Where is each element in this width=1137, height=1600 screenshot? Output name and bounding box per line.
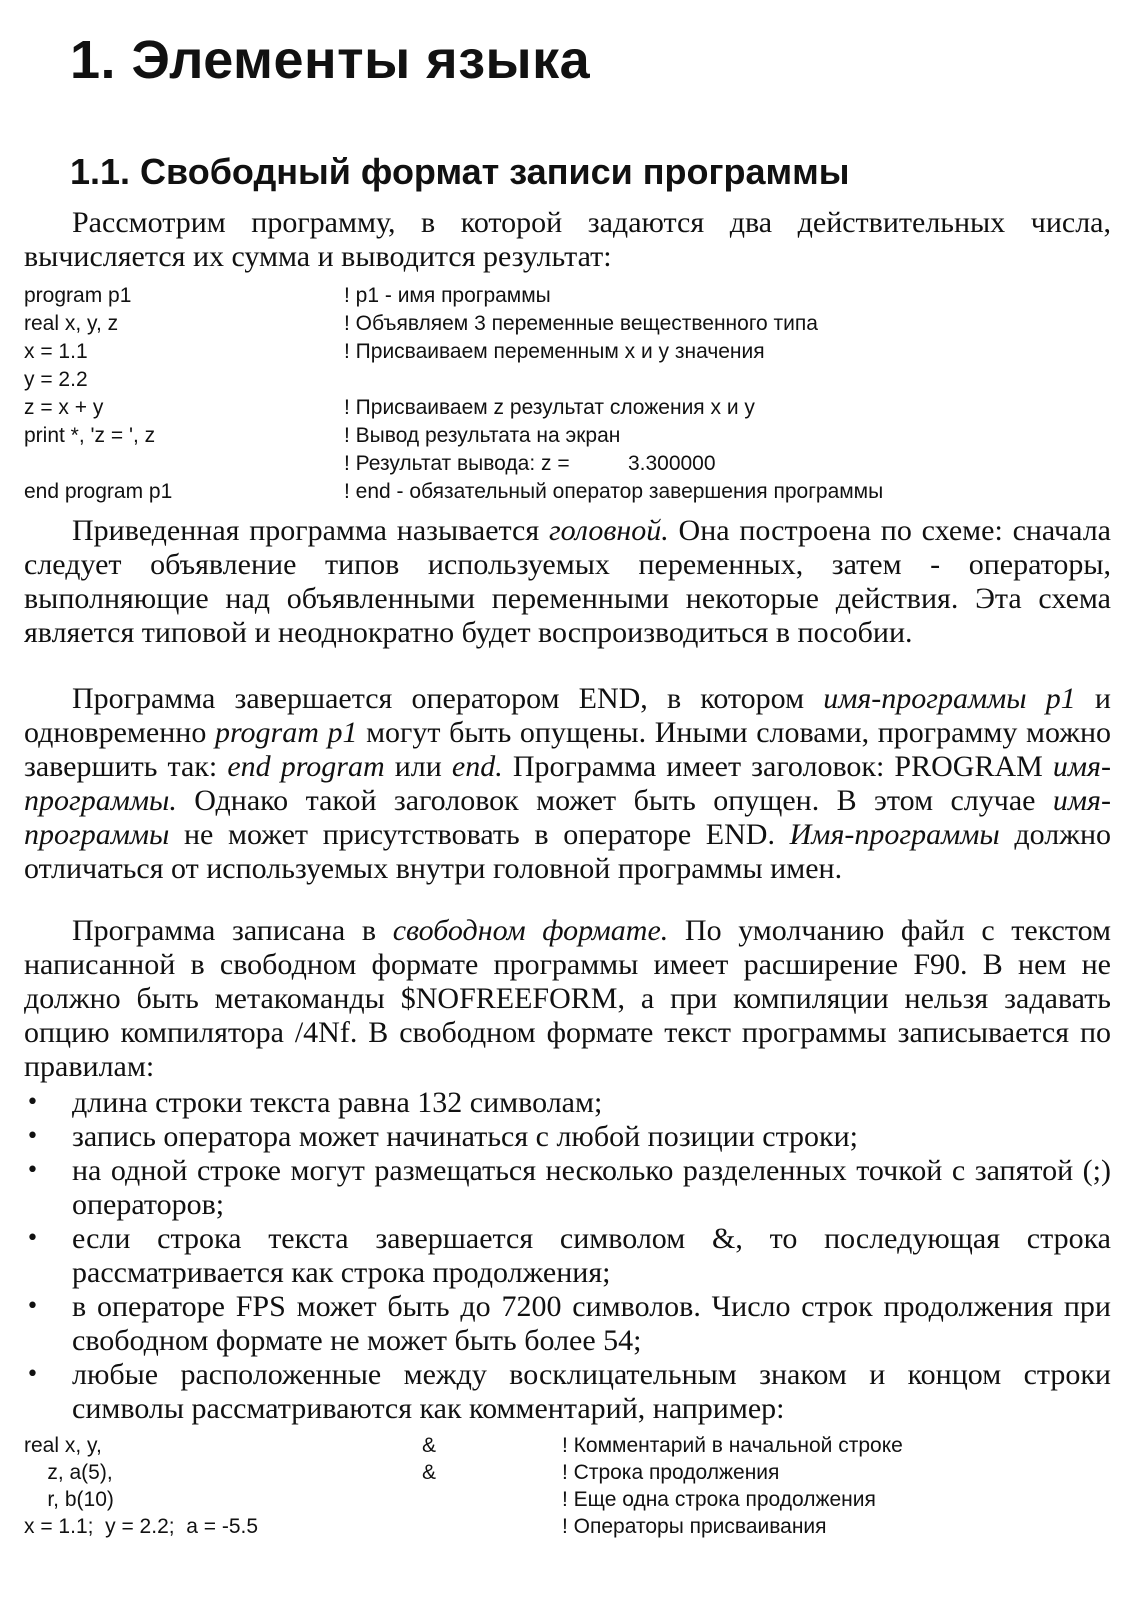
code-statement: real x, y, z (24, 312, 119, 335)
bullet-icon: • (26, 1124, 39, 1149)
list-item-text: в операторе FPS может быть до 7200 символов. Число строк продолжения при свободном формате не может быть более 54; (72, 1290, 1111, 1357)
bullet-icon: • (26, 1090, 39, 1115)
list-item-text: длина строки текста равна 132 символам; (72, 1086, 603, 1119)
list-item (24, 1086, 1111, 1120)
list-item (24, 1358, 1111, 1426)
rules-list (24, 1086, 1111, 1426)
list-item (24, 1222, 1111, 1290)
code-comment: ! Комментарий в начальной строке (562, 1434, 903, 1457)
bullet-icon: • (26, 1294, 39, 1319)
code-statement: end program p1 (24, 480, 173, 503)
code-statement: print *, 'z = ', z (24, 424, 156, 447)
code-comment: ! Присваиваем переменным x и y значения (344, 340, 765, 363)
code-comment: ! Объявляем 3 переменные вещественного типа (344, 312, 818, 335)
code-statement: z = x + y (24, 396, 104, 419)
paragraph-end-statement: Программа завершается оператором END, в котором имя-программы p1 и одновременно program p1 могут быть опущены. Иными словами, программу можно завершить так: end program или end. Программа имеет заголовок: PROGRAM имя-программы. Однако такой заголовок может быть опущен. В этом случае имя-программы не может присутствовать в операторе END. Имя-программы должно отличаться от используемых внутри головной программы имен. (24, 682, 1112, 885)
list-item-text: любые расположенные между восклицательным знаком и концом строки символы рассматриваются как комментарий, например: (72, 1358, 1111, 1425)
list-item-text: если строка текста завершается символом &, то последующая строка рассматривается как строка продолжения; (72, 1222, 1111, 1289)
code-statement: real x, y, (24, 1434, 102, 1457)
code-comment: ! p1 - имя программы (344, 284, 551, 307)
code-statement: r, b(10) (24, 1488, 114, 1511)
code-statement: x = 1.1; y = 2.2; a = -5.5 (24, 1515, 259, 1538)
list-item (24, 1154, 1111, 1222)
code-statement: y = 2.2 (24, 368, 88, 391)
code-comment: ! Еще одна строка продолжения (562, 1488, 876, 1511)
code-comment: ! Присваиваем z результат сложения x и y (344, 396, 755, 419)
list-item (24, 1290, 1111, 1358)
bullet-icon: • (26, 1158, 39, 1183)
list-item-text: на одной строке могут размещаться несколько разделенных точкой с запятой (;) операторов; (72, 1154, 1111, 1221)
continuation-mark: & (422, 1461, 437, 1484)
list-item (24, 1120, 1111, 1154)
list-item-text: запись оператора может начинаться с любой позиции строки; (72, 1120, 859, 1153)
paragraph-free-format: Программа записана в свободном формате. По умолчанию файл с текстом написанной в свободном формате программы имеет расширение F90. В нем не должно быть метакоманды $NOFREEFORM, а при компиляции нельзя задавать опцию компилятора /4Nf. В свободном формате текст программы записывается по правилам: (24, 914, 1111, 1083)
code-comment: ! Результат вывода: z = 3.300000 (344, 452, 716, 475)
bullet-icon: • (26, 1226, 39, 1251)
code-comment: ! Строка продолжения (562, 1461, 780, 1484)
intro-paragraph: Рассмотрим программу, в которой задаются два действительных числа, вычисляется их сумма и выводится результат: (24, 206, 1111, 273)
code-comment: ! end - обязательный оператор завершения программы (344, 480, 884, 503)
code-comment: ! Операторы присваивания (562, 1515, 827, 1538)
code-statement: program p1 (24, 284, 132, 307)
code-statement: z, a(5), (24, 1461, 113, 1484)
section-title: 1.1. Свободный формат записи программы (70, 151, 850, 192)
code-comment: ! Вывод результата на экран (344, 424, 621, 447)
continuation-mark: & (422, 1434, 437, 1457)
code-statement: x = 1.1 (24, 340, 88, 363)
chapter-title: 1. Элементы языка (70, 30, 591, 90)
paragraph-head-program: Приведенная программа называется головной. Она построена по схеме: сначала следует объявление типов используемых переменных, затем - операторы, выполняющие над объявленными переменными некоторые действия. Эта схема является типовой и неоднократно будет воспроизводиться в пособии. (24, 514, 1112, 649)
bullet-icon: • (26, 1362, 39, 1387)
